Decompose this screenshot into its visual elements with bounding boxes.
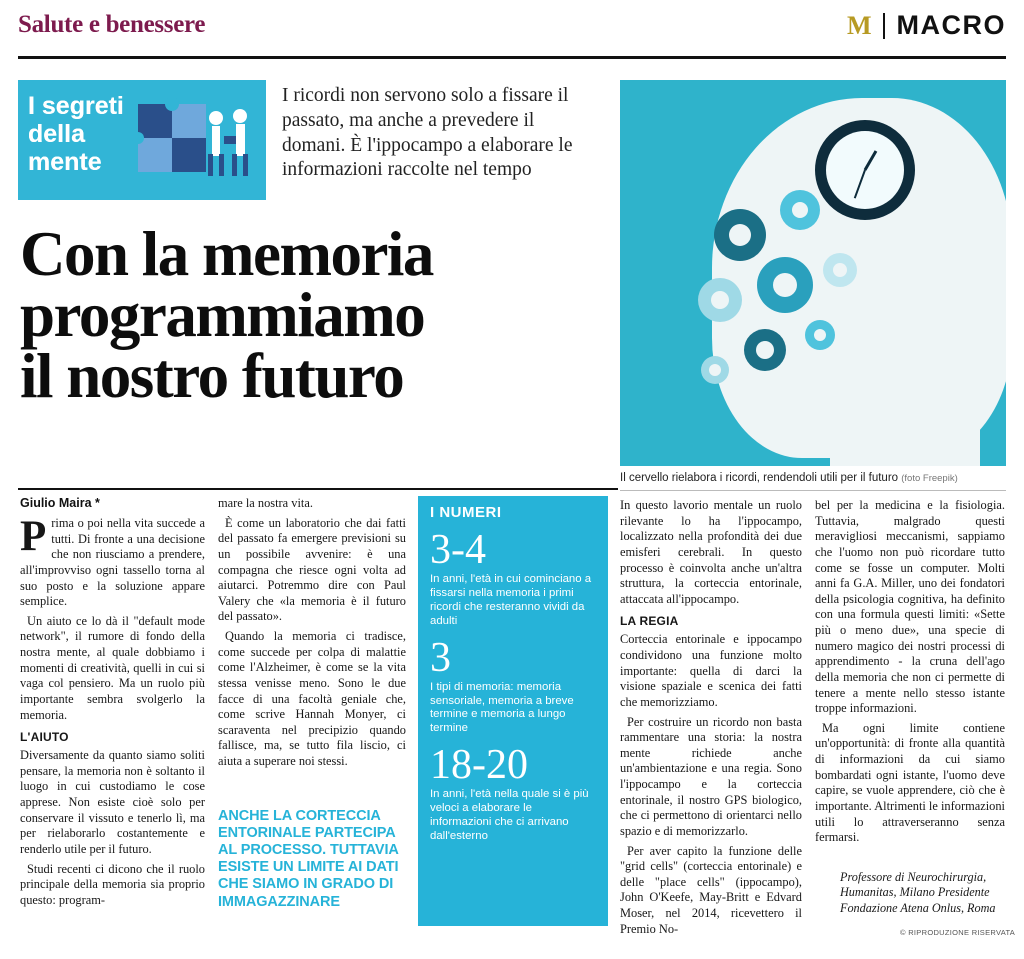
paragraph-text: In questo lavorio mentale un ruolo rilevante lo ha l'ippocampo, localizzato nella profondità dei due emisferi cerebrali. In questo processo è coinvolta anche un'altra struttura, la corteccia entorinale, attaccata all'ippocampo. bbox=[620, 498, 802, 606]
kicker-line-1: I segreti bbox=[28, 92, 124, 120]
paragraph bbox=[20, 862, 205, 909]
paragraph bbox=[20, 513, 205, 610]
body-column-4 bbox=[815, 498, 1005, 850]
paragraph bbox=[815, 721, 1005, 846]
pull-quote: ANCHE LA CORTECCIA ENTORINALE PARTECIPA AL PROCESSO. TUTTAVIA ESISTE UN LIMITE AI DATI CHE SIAMO IN GRADO DI IMMAGAZZINARE bbox=[218, 808, 399, 910]
author-affiliation: Professore di Neurochirurgia, Humanitas, Milano Presidente Fondazione Atena Onlus, Roma bbox=[840, 870, 996, 915]
drop-cap: P bbox=[20, 513, 47, 560]
paragraph-text: Studi recenti ci dicono che il ruolo principale della memoria sia proprio questo: program- bbox=[20, 861, 205, 907]
paragraph-text: Quando la memoria ci tradisce, come succede per colpa di malattie come l'Alzheimer, è come se la vita stessa venisse meno. Sono le due facce di una facoltà geniale che, come scrive Hannah Monyer, ci scaraventa nel precipizio quando fallisce, ma, se tutto fila liscio, ci aiuta a superare noi stessi. bbox=[218, 629, 406, 768]
hero-credit: (foto Freepik) bbox=[901, 473, 958, 484]
kicker-line-2: della bbox=[28, 120, 85, 148]
paragraph-text: Per aver capito la funzione delle "grid cells" (corteccia entorinale) e delle "place cells" (ippocampo), John O'Keefe, May-Britt e Edvard Moser, nel 2014, ricevettero il Premio No- bbox=[620, 843, 802, 936]
subhead-regia: LA REGIA bbox=[620, 614, 679, 629]
hero-caption-text: Il cervello rielabora i ricordi, rendendoli utili per il futuro bbox=[620, 472, 899, 484]
number-description: In anni, l'età nella quale si è più veloci a elaborare le informazioni che ci arrivano dall'esterno bbox=[430, 788, 589, 842]
brand-divider bbox=[883, 13, 885, 39]
number-value: 3 bbox=[430, 634, 451, 681]
paragraph-text: Diversamente da quanto siamo soliti pensare, la memoria non è soltanto il luogo in cui custodiamo le cose apprese. Non esiste cioè solo per conservare il vissuto e tenerlo lì, ma per rielaborarlo costantemente e renderlo utile per il futuro. bbox=[20, 748, 205, 856]
puzzle-illustration bbox=[124, 84, 262, 196]
body-column-3 bbox=[620, 498, 802, 941]
hero-illustration bbox=[620, 80, 1006, 466]
headline-line-2: programmiamo bbox=[20, 280, 425, 351]
numbers-title: I NUMERI bbox=[430, 504, 502, 521]
top-rule bbox=[18, 56, 1006, 59]
paragraph bbox=[20, 748, 205, 857]
paragraph bbox=[620, 844, 802, 938]
standfirst: I ricordi non servono solo a fissare il passato, ma anche a prevedere il domani. È l'ippocampo a elaborare le informazioni raccolte nel tempo bbox=[282, 85, 573, 181]
hero-caption-rule bbox=[620, 490, 1006, 491]
paragraph bbox=[218, 516, 406, 625]
byline: Giulio Maira * bbox=[20, 496, 100, 510]
body-column-2 bbox=[218, 496, 406, 774]
body-column-1 bbox=[20, 513, 205, 912]
series-kicker-text bbox=[28, 92, 124, 176]
clock-hour-hand bbox=[864, 150, 878, 171]
paragraph-text: Corteccia entorinale e ippocampo condividono una funzione molto importante: quella di darci la visione spaziale e scenica dei fatti che memorizziamo. bbox=[620, 632, 802, 709]
paragraph-text: È come un laboratorio che dai fatti del passato fa emergere previsioni su un possibile avvenire: è una compagna che riesce ogni volta ad aiutarci. Potremmo dire con Paul Valery che «la memoria è il futuro del passato». bbox=[218, 515, 406, 624]
number-description: I tipi di memoria: memoria sensoriale, memoria a breve termine e memoria a lungo termine bbox=[430, 680, 574, 735]
paragraph-text: Per costruire un ricordo non basta rammentare una storia: la nostra mente richiede anche un'ambientazione e una regia. Sono l'ippocampo e la corteccia entorinale, il nostro GPS biologico, che ci permettono di orientarci nello spazio e di memorizzarlo. bbox=[620, 714, 802, 838]
paragraph bbox=[218, 629, 406, 770]
subhead-aiuto: L'AIUTO bbox=[20, 730, 69, 745]
copyright-notice: © RIPRODUZIONE RISERVATA bbox=[900, 928, 1016, 937]
brand-name: MACRO bbox=[896, 10, 1006, 40]
paragraph-text: mare la nostra vita. bbox=[218, 496, 313, 510]
paragraph bbox=[815, 498, 1005, 717]
page-title bbox=[20, 219, 600, 412]
paragraph bbox=[20, 614, 205, 723]
headline-line-3: il nostro futuro bbox=[20, 341, 404, 412]
numbers-sidebar bbox=[418, 496, 608, 926]
section-title: Salute e benessere bbox=[18, 11, 206, 38]
masthead bbox=[18, 12, 1006, 56]
gears-illustration bbox=[680, 175, 920, 415]
paragraph-text: rima o poi nella vita succede a tutti. Di fronte a una decisione che non riusciamo a prendere, all'improvviso ogni tassello torna al suo posto e la soluzione appare semplice. bbox=[20, 516, 205, 609]
paragraph bbox=[620, 715, 802, 840]
number-value: 3-4 bbox=[430, 527, 486, 573]
paragraph bbox=[620, 632, 802, 710]
brand-logo bbox=[847, 12, 1006, 39]
paragraph-text: Un aiuto ce lo dà il "default mode network", il rumore di fondo della nostra mente, al quale dobbiamo i momenti di creatività, quelli in cui si vaga col pensiero. Ma un ruolo più importante sembra svolgerlo la memoria. bbox=[20, 613, 205, 722]
paragraph bbox=[620, 498, 802, 607]
paragraph bbox=[218, 496, 406, 512]
series-kicker-box bbox=[18, 80, 266, 200]
body-rule bbox=[18, 488, 618, 490]
paragraph-text: Ma ogni limite contiene un'opportunità: di fronte alla quantità di informazioni da cui siamo bombardati ogni istante, l'uomo deve capire, se vuole apprendere, ciò che è importante. Altrimenti le informazioni utili lo attraverseranno senza fermarsi. bbox=[815, 720, 1005, 845]
hero-caption bbox=[620, 472, 1006, 484]
kicker-line-3: mente bbox=[28, 148, 102, 176]
headline-line-1: Con la memoria bbox=[20, 219, 433, 289]
number-description: In anni, l'età in cui cominciano a fissarsi nella memoria i primi ricordi che resteranno vividi da adulti bbox=[430, 573, 592, 627]
number-value: 18-20 bbox=[430, 742, 528, 789]
brand-mark-icon: M bbox=[846, 10, 871, 40]
paragraph-text: bel per la medicina e la fisiologia. Tuttavia, malgrado questi meravigliosi meccanismi, sappiamo che l'uomo non può ricordare tutto come se fosse un computer. Molti anni fa G.A. Miller, uno dei fondatori della psicologia cognitiva, ha definito con una formula questi limiti: «Sette più o meno due», una specie di numero magico dei nostri processi di apprendimento - la cruna dell'ago della memoria che non ci permette di tenere a mente nello stesso istante troppe informazioni. bbox=[815, 498, 1005, 716]
